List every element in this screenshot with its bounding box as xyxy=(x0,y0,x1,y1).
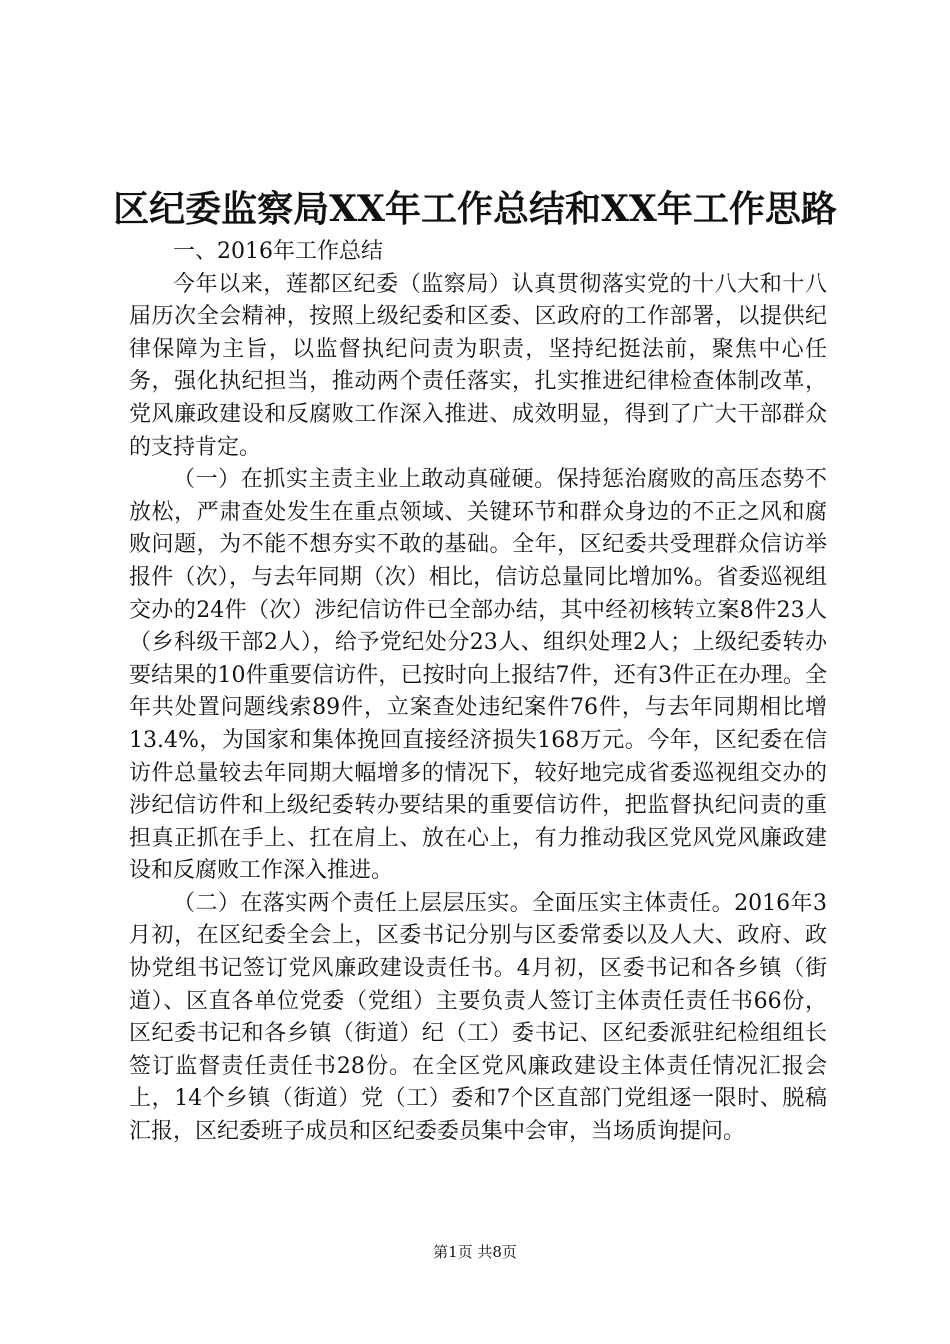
paragraph-section-1: （一）在抓实主责主业上敢动真碰硬。保持惩治腐败的高压态势不放松，严肃查处发生在重点领域、关键环节和群众身边的不正之风和腐败问题，为不能不想夯实不敢的基础。全年，区纪委共受理群众信访举报件（次），与去年同期（次）相比，信访总量同比增加%。省委巡视组交办的24件（次）涉纪信访件已全部办结，其中经初核转立案8件23人（乡科级干部2人），给予党纪处分23人、组织处理2人；上级纪委转办要结果的10件重要信访件，已按时向上报结7件，还有3件正在办理。全年共处置问题线索89件，立案查处违纪案件76件，与去年同期相比增13.4%，为国家和集体挽回直接经济损失168万元。今年，区纪委在信访件总量较去年同期大幅增多的情况下，较好地完成省委巡视组交办的涉纪信访件和上级纪委转办要结果的重要信访件，把监督执纪问责的重担真正抓在手上、扛在肩上、放在心上，有力推动我区党风党风廉政建设和反腐败工作深入推进。 xyxy=(129,467,827,884)
page-footer: 第1页 共8页 xyxy=(433,1243,517,1261)
section-heading: 一、2016年工作总结 xyxy=(173,239,383,264)
document-body xyxy=(129,236,827,1149)
paragraph-intro: 今年以来，莲都区纪委（监察局）认真贯彻落实党的十八大和十八届历次全会精神，按照上级纪委和区委、区政府的工作部署，以提供纪律保障为主旨，以监督执纪问责为职责，坚持纪挺法前，聚焦中心任务，强化执纪担当，推动两个责任落实，扎实推进纪律检查体制改革，党风廉政建设和反腐败工作深入推进、成效明显，得到了广大干部群众的支持肯定。 xyxy=(129,271,827,460)
document-title: 区纪委监察局XX年工作总结和XX年工作思路 xyxy=(113,188,837,230)
paragraph-section-2: （二）在落实两个责任上层层压实。全面压实主体责任。2016年3月初，在区纪委全会上，区委书记分别与区委常委以及人大、政府、政协党组书记签订党风廉政建设责任书。4月初，区委书记和各乡镇（街道）、区直各单位党委（党组）主要负责人签订主体责任责任书66份，区纪委书记和各乡镇（街道）纪（工）委书记、区纪委派驻纪检组组长签订监督责任责任书28份。在全区党风廉政建设主体责任情况汇报会上，14个乡镇（街道）党（工）委和7个区直部门党组逐一限时、脱稿汇报，区纪委班子成员和区纪委委员集中会审，当场质询提问。 xyxy=(129,890,827,1145)
